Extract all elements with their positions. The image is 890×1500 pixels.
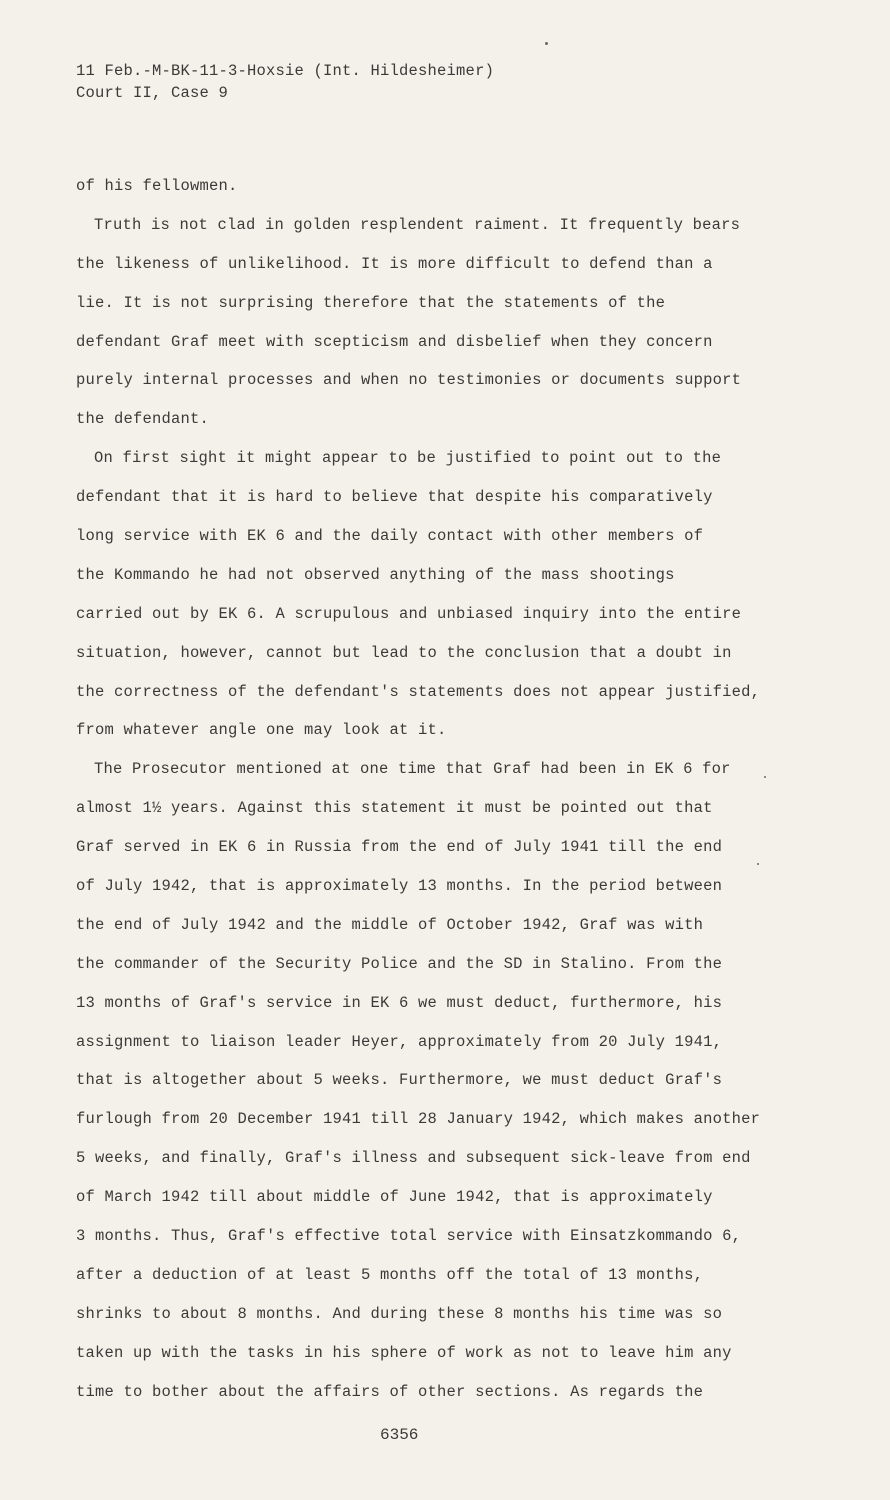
text-line: situation, however, cannot but lead to the conclusion that a doubt in (76, 643, 732, 662)
document-header (76, 60, 494, 104)
text-line: of his fellowmen. (76, 177, 238, 195)
paper-speck (757, 863, 759, 865)
text-line: almost 1½ years. Against this statement it must be pointed out that (76, 799, 713, 818)
text-line: 3 months. Thus, Graf's effective total service with Einsatzkommando 6, (76, 1227, 742, 1246)
text-line: long service with EK 6 and the daily contact with other members of (76, 527, 704, 546)
text-line: the Kommando he had not observed anything of the mass shootings (76, 565, 675, 584)
text-line: taken up with the tasks in his sphere of work as not to leave him any (76, 1343, 732, 1362)
text-line: the likeness of unlikelihood. It is more difficult to defend than a (76, 254, 713, 273)
text-line: after a deduction of at least 5 months off the total of 13 months, (76, 1265, 704, 1284)
text-line: defendant that it is hard to believe that despite his comparatively (76, 488, 713, 507)
text-line: the end of July 1942 and the middle of October 1942, Graf was with (76, 915, 704, 934)
text-line: 5 weeks, and finally, Graf's illness and subsequent sick-leave from end (76, 1149, 751, 1168)
text-line: lie. It is not surprising therefore that the statements of the (76, 293, 666, 312)
header-reference-line: 11 Feb.-M-BK-11-3-Hoxsie (Int. Hildesheimer) (76, 62, 495, 80)
text-line: the correctness of the defendant's statements does not appear justified, (76, 682, 761, 701)
text-line: that is altogether about 5 weeks. Furthermore, we must deduct Graf's (76, 1071, 723, 1090)
text-line: the commander of the Security Police and the SD in Stalino. From the (76, 954, 723, 973)
paper-speck (545, 42, 548, 45)
text-line: of July 1942, that is approximately 13 months. In the period between (76, 877, 723, 896)
text-line: defendant Graf meet with scepticism and disbelief when they concern (76, 332, 713, 351)
header-court-line: Court II, Case 9 (76, 84, 229, 102)
paper-speck (764, 776, 766, 778)
text-line: assignment to liaison leader Heyer, approximately from 20 July 1941, (76, 1032, 723, 1051)
text-line: purely internal processes and when no testimonies or documents support (76, 371, 742, 390)
text-line: On first sight it might appear to be justified to point out to the (94, 449, 722, 468)
text-line: Truth is not clad in golden resplendent raiment. It frequently bears (94, 215, 741, 234)
text-line: from whatever angle one may look at it. (76, 721, 447, 740)
text-line: Graf served in EK 6 in Russia from the end of July 1941 till the end (76, 838, 723, 857)
page-number: 6356 (380, 1426, 419, 1444)
text-line: furlough from 20 December 1941 till 28 January 1942, which makes another (76, 1110, 761, 1129)
text-line: The Prosecutor mentioned at one time that Graf had been in EK 6 for (94, 760, 731, 779)
text-line: 13 months of Graf's service in EK 6 we must deduct, furthermore, his (76, 993, 723, 1012)
text-line: carried out by EK 6. A scrupulous and unbiased inquiry into the entire (76, 604, 742, 623)
text-line: of March 1942 till about middle of June 1942, that is approximately (76, 1188, 713, 1207)
text-line: time to bother about the affairs of other sections. As regards the (76, 1382, 704, 1401)
text-line: shrinks to about 8 months. And during these 8 months his time was so (76, 1304, 723, 1323)
document-body (76, 174, 776, 1419)
text-line: the defendant. (76, 410, 210, 429)
